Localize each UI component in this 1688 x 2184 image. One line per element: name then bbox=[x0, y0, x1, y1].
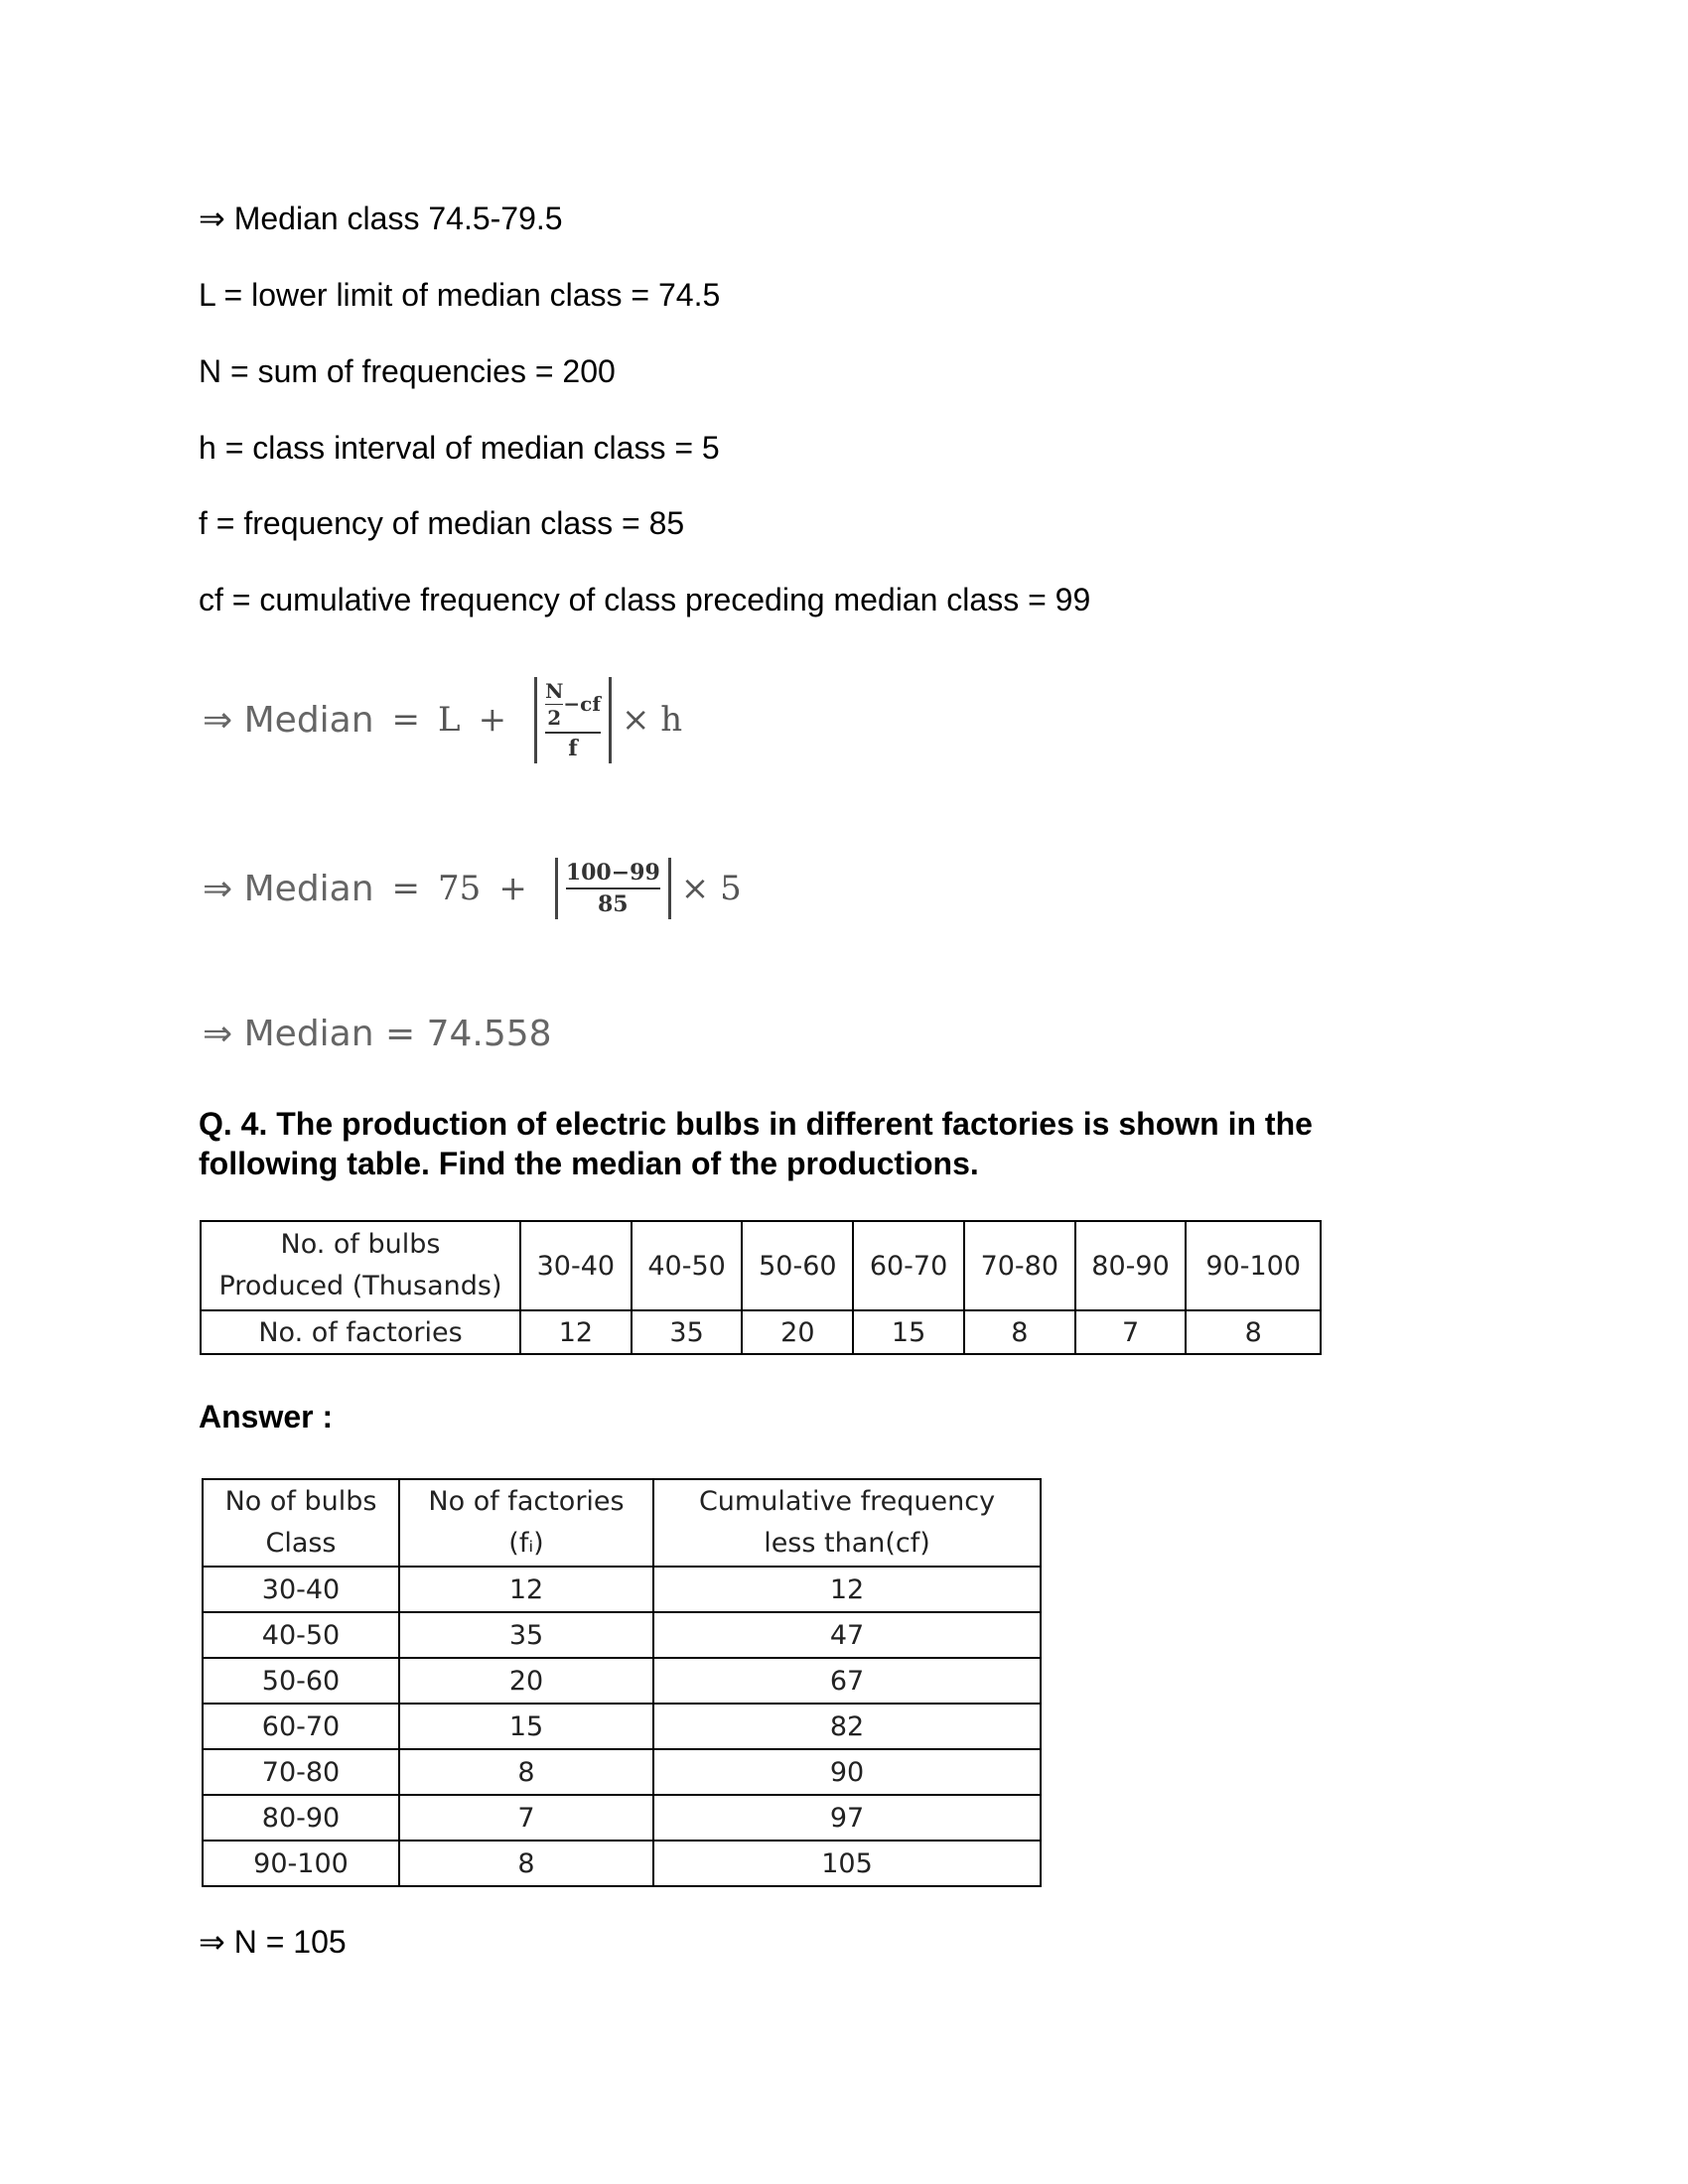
production-table bbox=[200, 1220, 1322, 1355]
substitution-times: × 5 bbox=[680, 869, 742, 908]
table-row bbox=[203, 1704, 1041, 1749]
table-row bbox=[203, 1567, 1041, 1612]
row-frequency: 8 bbox=[399, 1749, 653, 1795]
row-frequency: 35 bbox=[399, 1612, 653, 1658]
cumulative-frequency-table bbox=[202, 1478, 1042, 1887]
median-result-text: ⇒ Median = 74.558 bbox=[203, 1013, 552, 1054]
class-interval-line: h = class interval of median class = 5 bbox=[199, 430, 720, 466]
table1-class: 90-100 bbox=[1186, 1221, 1321, 1310]
sum-frequencies-line: N = sum of frequencies = 200 bbox=[199, 353, 616, 389]
formula-plus: + bbox=[478, 700, 507, 740]
table1-class: 70-80 bbox=[964, 1221, 1075, 1310]
formula-fraction bbox=[534, 677, 612, 763]
table-row bbox=[203, 1795, 1041, 1841]
row-frequency: 15 bbox=[399, 1704, 653, 1749]
row-class: 30-40 bbox=[203, 1567, 399, 1612]
substitution-plus: + bbox=[498, 869, 527, 908]
formula-L: L bbox=[438, 700, 461, 740]
fraction-N: N bbox=[545, 678, 564, 703]
table1-class: 30-40 bbox=[520, 1221, 632, 1310]
fraction-two: 2 bbox=[547, 705, 562, 730]
fraction-minus-cf: −cf bbox=[563, 692, 601, 716]
row-frequency: 7 bbox=[399, 1795, 653, 1841]
row-cf: 105 bbox=[653, 1841, 1041, 1886]
table2-header-factories: No of factories (fᵢ) bbox=[399, 1479, 653, 1567]
answer-label: Answer : bbox=[199, 1399, 334, 1434]
formula-times-h: × h bbox=[621, 700, 683, 740]
row-frequency: 8 bbox=[399, 1841, 653, 1886]
row-cf: 47 bbox=[653, 1612, 1041, 1658]
formula-lhs: ⇒ Median bbox=[203, 699, 374, 741]
table1-class: 80-90 bbox=[1075, 1221, 1187, 1310]
table-row bbox=[203, 1749, 1041, 1795]
table-row bbox=[203, 1658, 1041, 1704]
substitution-fraction bbox=[555, 858, 671, 919]
substitution-numerator: 100−99 bbox=[565, 860, 660, 886]
row-cf: 12 bbox=[653, 1567, 1041, 1612]
row-frequency: 12 bbox=[399, 1567, 653, 1612]
row-class: 90-100 bbox=[203, 1841, 399, 1886]
row-class: 60-70 bbox=[203, 1704, 399, 1749]
table2-header-class: No of bulbs Class bbox=[203, 1479, 399, 1567]
fraction-f: f bbox=[568, 735, 578, 761]
row-cf: 82 bbox=[653, 1704, 1041, 1749]
question-4: Q. 4. The production of electric bulbs in different factories is shown in the following table. Find the median of the productions. bbox=[199, 1106, 1313, 1181]
table1-factories: 15 bbox=[853, 1310, 964, 1354]
row-frequency: 20 bbox=[399, 1658, 653, 1704]
row-cf: 67 bbox=[653, 1658, 1041, 1704]
row-class: 50-60 bbox=[203, 1658, 399, 1704]
table1-header-factories: No. of factories bbox=[201, 1310, 520, 1354]
table1-header-bulbs: No. of bulbs Produced (Thusands) bbox=[201, 1221, 520, 1310]
table1-factories: 7 bbox=[1075, 1310, 1187, 1354]
substitution-lhs: ⇒ Median bbox=[203, 868, 374, 909]
row-cf: 90 bbox=[653, 1749, 1041, 1795]
row-cf: 97 bbox=[653, 1795, 1041, 1841]
substitution-denominator: 85 bbox=[597, 891, 629, 917]
table1-class: 50-60 bbox=[742, 1221, 853, 1310]
substitution-base: 75 bbox=[438, 869, 482, 908]
substitution-equals: = bbox=[391, 869, 421, 908]
lower-limit-line: L = lower limit of median class = 74.5 bbox=[199, 277, 721, 313]
final-n-line: ⇒ N = 105 bbox=[199, 1924, 347, 1960]
row-class: 80-90 bbox=[203, 1795, 399, 1841]
row-class: 40-50 bbox=[203, 1612, 399, 1658]
table-row bbox=[203, 1612, 1041, 1658]
table1-factories: 35 bbox=[632, 1310, 743, 1354]
table1-class: 60-70 bbox=[853, 1221, 964, 1310]
table-row bbox=[203, 1841, 1041, 1886]
table2-header-cf: Cumulative frequency less than(cf) bbox=[653, 1479, 1041, 1567]
row-class: 70-80 bbox=[203, 1749, 399, 1795]
median-formula bbox=[203, 665, 682, 774]
frequency-line: f = frequency of median class = 85 bbox=[199, 505, 685, 541]
table1-factories: 20 bbox=[742, 1310, 853, 1354]
median-substitution bbox=[203, 849, 742, 928]
median-result bbox=[203, 1009, 552, 1058]
median-class-line: ⇒ Median class 74.5-79.5 bbox=[199, 201, 563, 236]
cumulative-frequency-line: cf = cumulative frequency of class preceding median class = 99 bbox=[199, 582, 1091, 617]
table1-class: 40-50 bbox=[632, 1221, 743, 1310]
table1-factories: 12 bbox=[520, 1310, 632, 1354]
formula-equals: = bbox=[391, 700, 421, 740]
table1-factories: 8 bbox=[1186, 1310, 1321, 1354]
table1-factories: 8 bbox=[964, 1310, 1075, 1354]
